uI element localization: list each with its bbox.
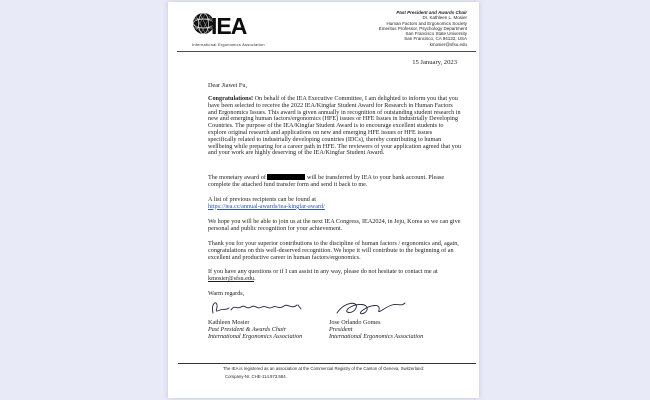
recipients-text: A list of previous recipients can be found at bbox=[208, 196, 316, 203]
signer-org: International Ergonomics Association bbox=[329, 333, 424, 340]
closing: Warm regards, bbox=[208, 290, 245, 297]
monetary-text-before: The monetary award of bbox=[208, 174, 268, 181]
monetary-text-after: will be transferred by IEA to your bank account. Please complete the attached fund transfer form and send it back to me. bbox=[208, 174, 445, 188]
signer-name: Kathleen Mosier bbox=[208, 319, 250, 326]
paragraph-congress-invite: We hope you will be able to join us at the next IEA Congress, IEA2024, in Jeju, Korea so we can give personal and public recognition for your achievement. bbox=[208, 218, 461, 232]
iea-logo bbox=[192, 12, 265, 47]
paragraph-award-text: On behalf of the IEA Executive Committee, I am delighted to inform you that you have been selected to receive the 2022 IEA/Kingfar Student Award for Research in Human Factors and Ergonomics Issues. This award is given annually in recognition of outstanding student research in new and emerging human factors/ergonomics (HFE) issues or HFE Issues in Industrially Developing Countries. The purpose of the IEA/Kingfar Student Award is to encourage excellent students to explore original research and applications on new and emerging HFE issues or HFE issues specifically related to industrially developing countries (IDCs), thereby contributing to human wellbeing while preparing for a career path in HFE. The reviewers of your application agreed that you and your work are highly deserving of the IEA/Kingfar Student Award. bbox=[208, 95, 461, 157]
logo-abbrev: IEA bbox=[211, 13, 247, 39]
sender-department: Emeritus Professor, Psychology Department bbox=[378, 25, 467, 31]
sender-contact-block bbox=[379, 10, 467, 47]
footer-registration: The IEA is registered as an association at the Commercial Registry of the Canton of Geneva, Switzerland: bbox=[222, 366, 425, 371]
paragraph-monetary-award bbox=[208, 174, 461, 189]
signer-name: Jose Orlando Gomes bbox=[329, 319, 381, 326]
paragraph-thanks: Thank you for your superior contributions to the discipline of human factors / ergonomics and, again, congratulations on this well-deserved recognition. We hope it will contribute to the beginning of an excellent and productive career in human factors/ergonomics. bbox=[208, 240, 459, 261]
paragraph-award-announcement bbox=[208, 96, 461, 157]
sender-role: Past President and Awards Chair bbox=[396, 10, 467, 15]
signer-org: International Ergonomics Association bbox=[208, 333, 303, 340]
logo-org-name: International Ergonomics Association bbox=[192, 42, 265, 47]
signature-block-mosier bbox=[208, 299, 304, 340]
footer-company-number: Company-Nr. CHE-114.973.584. bbox=[225, 374, 287, 379]
paragraph-previous-recipients bbox=[208, 197, 461, 211]
contact-text-after: . bbox=[254, 274, 256, 282]
sender-name: Dr. Kathleen L. Mosier bbox=[422, 15, 467, 21]
sender-address: San Francisco, CA 94132, USA bbox=[404, 36, 467, 42]
award-page-link[interactable]: https://iea.cc/annual-awards/iea-kingfar-award/ bbox=[208, 202, 325, 210]
sender-society: Human Factors and Ergonomics Society bbox=[386, 20, 467, 26]
letter-date: 15 January, 2023 bbox=[412, 59, 457, 66]
signer-title: Past President & Awards Chair bbox=[208, 326, 287, 333]
handwritten-signature-gomes-icon bbox=[329, 299, 423, 317]
footer-divider bbox=[178, 363, 476, 364]
signature-block-gomes bbox=[329, 299, 423, 340]
signer-title: President bbox=[329, 326, 353, 333]
sender-university: San Francisco State University bbox=[405, 31, 467, 37]
handwritten-signature-mosier-icon bbox=[208, 299, 304, 317]
salutation: Dear Jiawei Fu, bbox=[208, 82, 248, 89]
sender-email: kmosier@sfsu.edu bbox=[429, 41, 467, 47]
letter-page bbox=[168, 2, 479, 398]
header-divider bbox=[177, 51, 476, 52]
contact-text-before: If you have any questions or if I can assist in any way, please do not hesitate to contact me at bbox=[208, 268, 438, 275]
paragraph-contact bbox=[208, 269, 461, 283]
contact-email-link[interactable]: kmosier@sfsu.edu bbox=[208, 274, 255, 282]
redacted-amount-box bbox=[267, 174, 305, 180]
congratulations-lead: Congratulations! bbox=[208, 95, 254, 102]
